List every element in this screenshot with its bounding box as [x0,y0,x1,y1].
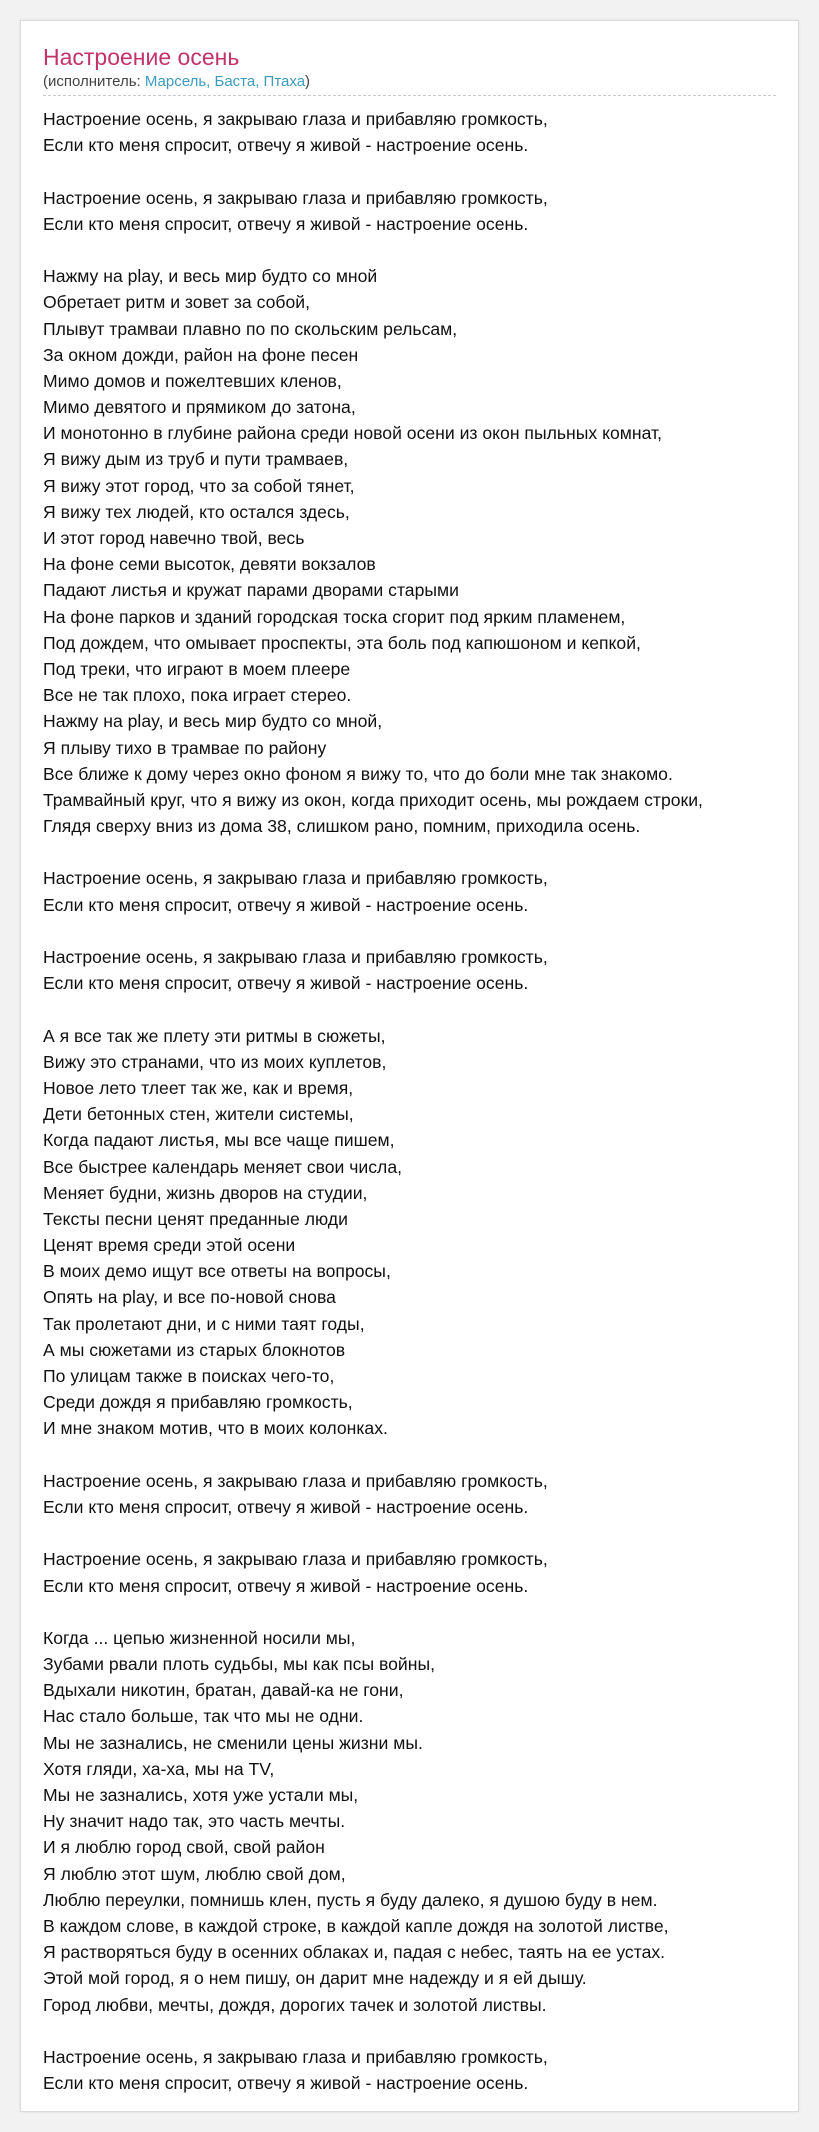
lyrics-line: Настроение осень, я закрываю глаза и прибавляю громкость, [43,1470,548,1491]
artist-line [43,73,776,91]
lyrics-line: И монотонно в глубине района среди новой осени из окон пыльных комнат, [43,423,662,444]
lyrics-line: Я вижу дым из труб и пути трамваев, [43,449,349,470]
lyrics-line: Нажму на play, и весь мир будто со мной [43,266,378,287]
lyrics-line: Вдыхали никотин, братан, давай-ка не гони, [43,1680,404,1701]
artist-link[interactable]: Марсель, Баста, Птаха [144,73,306,90]
lyrics-line: В каждом слове, в каждой строке, в каждой капле дождя на золотой листве, [43,1915,669,1936]
lyrics-line: Город любви, мечты, дождя, дорогих тачек и золотой листвы. [43,1994,547,2015]
lyrics-card [20,20,799,2112]
lyrics-line: Плывут трамваи плавно по по скольским рельсам, [43,318,458,339]
lyrics-line: Ценят время среди этой осени [43,1235,296,1256]
lyrics-line: Все ближе к дому через окно фоном я вижу то, что до боли мне так знакомо. [43,763,673,784]
lyrics-line: А я все так же плету эти ритмы в сюжеты, [43,1025,386,1046]
lyrics-line: Я растворяться буду в осенних облаках и, падая с небес, таять на ее устах. [43,1942,666,1963]
lyrics-line: Все быстрее календарь меняет свои числа, [43,1156,402,1177]
lyrics-stanza [43,1468,798,1520]
lyrics-stanza [43,2044,798,2096]
lyrics-line: Глядя сверху вниз из дома 38, слишком рано, помним, приходила осень. [43,816,641,837]
lyrics-line: Когда ... цепью жизненной носили мы, [43,1627,356,1648]
lyrics-stanza [43,865,798,917]
lyrics-stanza [43,263,798,839]
lyrics-line: И этот город навечно твой, весь [43,528,305,548]
lyrics-line: Я вижу тех людей, кто остался здесь, [43,501,350,522]
lyrics-line: Падают листья и кружат парами дворами старыми [43,580,459,601]
lyrics-line: Я вижу этот город, что за собой тянет, [43,475,355,496]
lyrics-line: Обретает ритм и зовет за собой, [43,292,310,313]
lyrics-line: Настроение осень, я закрываю глаза и прибавляю громкость, [43,947,548,967]
lyrics-line: Люблю переулки, помнишь клен, пусть я буду далеко, я душою буду в нем. [43,1889,658,1910]
lyrics-line: Под треки, что играют в моем плеере [43,658,351,679]
song-header [43,43,776,96]
lyrics-line: Мы не зазнались, хотя уже устали мы, [43,1785,359,1805]
lyrics-line: Дети бетонных стен, жители системы, [43,1104,354,1125]
lyrics-line: Тексты песни ценят преданные люди [43,1208,348,1229]
lyrics-line: Если кто меня спросит, отвечу я живой - настроение осень. [43,213,529,234]
lyrics-line: На фоне семи высоток, девяти вокзалов [43,554,376,575]
lyrics-line: В моих демо ищут все ответы на вопросы, [43,1261,391,1282]
lyrics-line: Ну значит надо так, это часть мечты. [43,1811,346,1832]
lyrics-line: Настроение осень, я закрываю глаза и прибавляю громкость, [43,2046,548,2067]
lyrics-line: Настроение осень, я закрываю глаза и прибавляю громкость, [43,1549,548,1570]
lyrics-line: По улицам также в поисках чего-то, [43,1366,335,1386]
lyrics-stanza [43,106,798,158]
lyrics-line: Все не так плохо, пока играет стерео. [43,685,352,706]
lyrics-stanza [43,1625,798,2018]
lyrics-line: Я люблю этот шум, люблю свой дом, [43,1863,346,1884]
lyrics-line: Мы не зазнались, не сменили цены жизни мы. [43,1732,423,1753]
lyrics-line: Если кто меня спросит, отвечу я живой - настроение осень. [43,894,529,915]
lyrics-line: И я люблю город свой, свой район [43,1837,325,1858]
song-title: Настроение осень [43,44,240,70]
lyrics-line: Настроение осень, я закрываю глаза и прибавляю громкость, [43,868,548,889]
lyrics-line: Хотя гляди, ха-ха, мы на TV, [43,1758,275,1779]
lyrics-stanza [43,944,798,996]
lyrics-line: За окном дожди, район на фоне песен [43,344,359,365]
lyrics-line: Трамвайный круг, что я вижу из окон, когда приходит осень, мы рождаем строки, [43,789,703,810]
lyrics-line: Новое лето тлеет так же, как и время, [43,1077,354,1098]
lyrics-line: Зубами рвали плоть судьбы, мы как псы войны, [43,1654,435,1675]
artist-prefix: (исполнитель: [43,73,145,90]
lyrics-stanza [43,1546,798,1598]
lyrics-line: Нас стало больше, так что мы не одни. [43,1706,364,1727]
lyrics-line: Когда падают листья, мы все чаще пишем, [43,1130,395,1151]
lyrics-line: Меняет будни, жизнь дворов на студии, [43,1182,368,1203]
lyrics-line: На фоне парков и зданий городская тоска сгорит под ярким пламенем, [43,606,626,627]
lyrics-line: И мне знаком мотив, что в моих колонках. [43,1418,388,1439]
lyrics-line: Так пролетают дни, и с ними таят годы, [43,1313,365,1334]
lyrics-line: Вижу это странами, что из моих куплетов, [43,1051,387,1072]
lyrics-stanza [43,1023,798,1442]
lyrics-line: Если кто меня спросит, отвечу я живой - настроение осень. [43,2073,529,2094]
lyrics-line: Если кто меня спросит, отвечу я живой - настроение осень. [43,1575,529,1596]
lyrics-line: Этой мой город, я о нем пишу, он дарит мне надежду и я ей дышу. [43,1968,587,1989]
lyrics-stanza [43,185,798,237]
lyrics-line: Настроение осень, я закрываю глаза и прибавляю громкость, [43,187,548,208]
lyrics-line: Опять на play, и все по-новой снова [43,1287,336,1308]
lyrics-line: Мимо девятого и прямиком до затона, [43,397,356,418]
lyrics-line: Нажму на play, и весь мир будто со мной, [43,711,383,732]
lyrics-line: Среди дождя я прибавляю громкость, [43,1392,353,1413]
lyrics-line: Если кто меня спросит, отвечу я живой - настроение осень. [43,1496,529,1517]
lyrics-body [43,106,798,2112]
lyrics-line: Мимо домов и пожелтевших кленов, [43,370,342,391]
lyrics-line: Под дождем, что омывает проспекты, эта боль под капюшоном и кепкой, [43,632,641,653]
lyrics-line: Если кто меня спросит, отвечу я живой - настроение осень. [43,135,529,156]
lyrics-line: Если кто меня спросит, отвечу я живой - настроение осень. [43,973,529,994]
lyrics-line: Я плыву тихо в трамвае по району [43,737,327,758]
artist-suffix: ) [305,73,311,90]
lyrics-line: Настроение осень, я закрываю глаза и прибавляю громкость, [43,109,548,129]
lyrics-line: А мы сюжетами из старых блокнотов [43,1339,346,1360]
